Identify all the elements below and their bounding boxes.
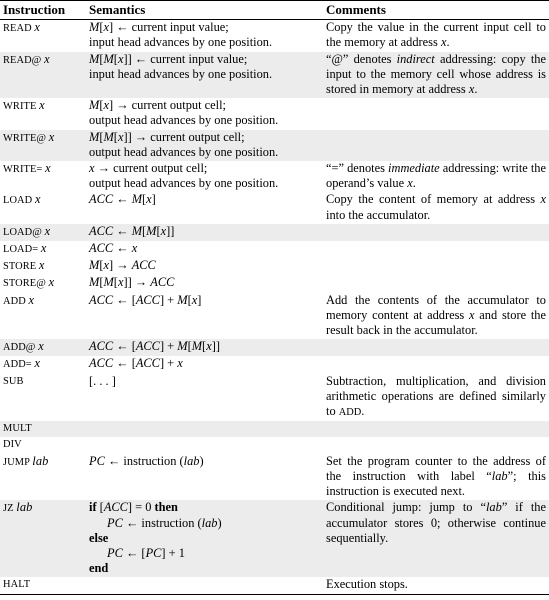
instruction-cell: STORE x (3, 258, 45, 273)
instruction-cell: JUMP lab (3, 453, 49, 468)
instruction-cell: LOAD@ x (0, 224, 86, 241)
semantics-cell: ACC ← M[x] (89, 192, 156, 207)
semantics-cell: [. . . ] (89, 373, 116, 388)
semantics-cell: M[x] ← current input value; input head advances by one position. (89, 20, 273, 50)
instruction-cell: ADD x (3, 292, 35, 307)
instruction-cell: WRITE@ x (0, 130, 86, 161)
comments-cell: Execution stops. (326, 577, 408, 592)
comments-cell (323, 241, 549, 258)
instruction-cell: LOAD= x (3, 241, 47, 256)
comments-cell: Copy the content of memory at address x into the accumulator. (326, 192, 546, 222)
comments-cell (323, 421, 549, 437)
comments-cell: Set the program counter to the address of the instruction with label “lab”; this instruction is executed next. (326, 453, 546, 499)
instruction-cell: STORE@ x (3, 275, 55, 290)
table-row (0, 52, 549, 99)
instruction-cell: READ@ x (0, 52, 86, 99)
comments-cell: Conditional jump: jump to “lab” if the accumulator stores 0; otherwise continue sequentially. (323, 500, 549, 577)
comments-cell: “@” denotes indirect addressing: copy the input to the memory cell whose address is stored in memory at address x. (323, 52, 549, 99)
comments-cell (323, 437, 549, 453)
semantics-cell: M[M[x]] → current output cell; output head advances by one position. (86, 130, 323, 161)
comments-cell (323, 258, 549, 275)
instruction-cell: ADD= x (3, 356, 41, 371)
instruction-cell: READ x (3, 20, 40, 35)
table-row (0, 241, 549, 258)
table-row (0, 224, 549, 241)
table-row (0, 275, 549, 292)
table-row (0, 130, 549, 161)
comments-cell: “=” denotes immediate addressing: write the operand’s value x. (326, 161, 546, 191)
semantics-cell (86, 421, 323, 437)
semantics-cell (86, 577, 323, 594)
instruction-cell: HALT (3, 579, 31, 591)
comments-cell: Copy the value in the current input cell to the memory at address x. (326, 20, 546, 50)
semantics-cell (86, 437, 323, 453)
semantics-cell: M[M[x]] ← current input value; input head advances by one position. (86, 52, 323, 99)
table-row (0, 258, 549, 275)
instruction-cell: JZ lab (0, 500, 86, 577)
semantics-cell: if [ACC] = 0 then PC ← instruction (lab) else PC ← [PC] + 1 end (86, 500, 323, 577)
header-row (0, 1, 549, 20)
semantics-cell: x → current output cell; output head advances by one position. (89, 161, 279, 191)
table-row (0, 454, 549, 501)
table-row (0, 356, 549, 373)
instruction-cell: SUB (3, 375, 24, 387)
instruction-cell: MULT (0, 421, 86, 437)
instruction-cell: WRITE x (3, 98, 45, 113)
comments-cell (323, 356, 549, 373)
comments-cell: Subtraction, multiplication, and division arithmetic operations are defined similarly to ADD. (326, 373, 546, 419)
header-instruction: Instruction (0, 1, 86, 20)
table-row (0, 293, 549, 340)
instruction-cell: DIV (3, 439, 22, 451)
instruction-cell: ADD@ x (0, 339, 86, 356)
semantics-cell: M[x] → current output cell; output head advances by one position. (89, 98, 279, 128)
comments-cell (323, 98, 549, 129)
comments-cell (323, 130, 549, 161)
table-row (0, 500, 549, 577)
comments-cell: Add the contents of the accumulator to memory content at address x and store the result back in the accumulator. (326, 292, 546, 338)
table-row (0, 437, 549, 453)
table-row (0, 577, 549, 594)
semantics-cell: M[x] → ACC (89, 258, 156, 273)
table-row (0, 161, 549, 192)
table-row (0, 374, 549, 422)
comments-cell (323, 275, 549, 292)
comments-cell (323, 224, 549, 241)
semantics-cell: PC ← instruction (lab) (89, 453, 204, 468)
semantics-cell: ACC ← x (89, 241, 138, 256)
table-row (0, 421, 549, 437)
instruction-cell: WRITE= x (3, 161, 51, 176)
header-semantics: Semantics (86, 1, 323, 20)
semantics-cell: ACC ← [ACC] + x (89, 356, 183, 371)
instruction-cell: LOAD x (3, 192, 41, 207)
table-row (0, 192, 549, 223)
header-comments: Comments (323, 1, 549, 20)
semantics-cell: ACC ← [ACC] + M[M[x]] (86, 339, 323, 356)
semantics-cell: ACC ← [ACC] + M[x] (89, 292, 202, 307)
comments-cell (323, 339, 549, 356)
semantics-cell: M[M[x]] → ACC (89, 275, 175, 290)
table-row (0, 20, 549, 52)
table-row (0, 339, 549, 356)
semantics-cell: ACC ← M[M[x]] (86, 224, 323, 241)
table-row (0, 98, 549, 129)
